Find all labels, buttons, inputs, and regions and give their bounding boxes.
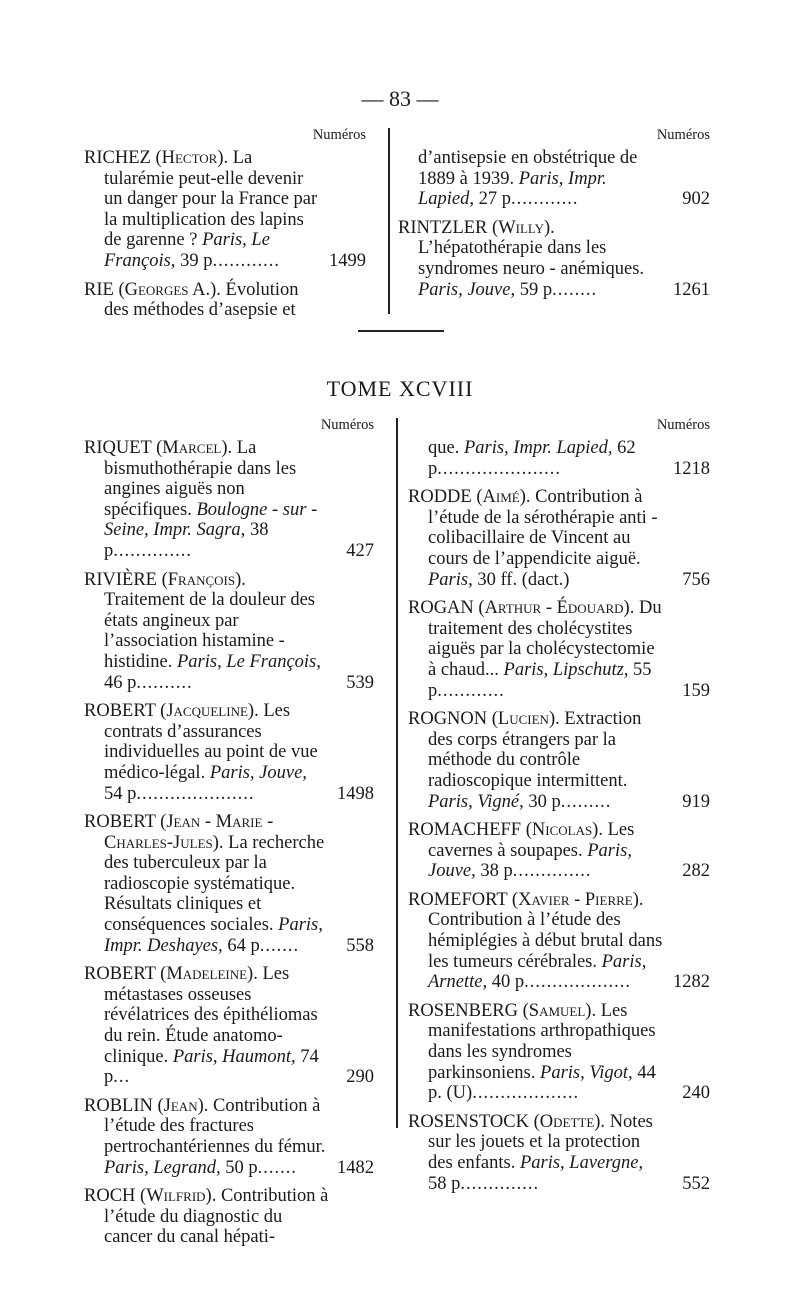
entry-publisher: Paris, Jouve, <box>418 279 516 300</box>
entry-number: 240 <box>682 1083 710 1104</box>
bibliography-entry <box>84 280 366 321</box>
entry-author-given-name: (Odette). <box>533 1111 606 1132</box>
entry-pages: 30 ff. (dact.) <box>477 569 570 590</box>
entry-publisher: Paris, Arnette, <box>428 951 647 993</box>
bottom-right-column <box>408 416 710 1202</box>
section-divider <box>358 330 444 332</box>
entry-pages: 74 p <box>104 1046 319 1088</box>
entry-number: 756 <box>682 569 710 590</box>
column-divider-top <box>388 128 390 314</box>
entry-author-given-name: (Jean). <box>157 1095 209 1116</box>
entry-author: ROGAN <box>408 598 474 619</box>
bibliography-entry <box>84 812 374 956</box>
entry-author-given-name: (Lucien). <box>491 709 560 730</box>
bibliography-entry <box>84 148 366 272</box>
entry-author: ROBERT <box>84 701 156 722</box>
entry-pages: 44 p. (U) <box>428 1062 656 1104</box>
entry-publisher: Paris, Jouve, <box>428 840 632 882</box>
entry-pages: 38 p <box>480 861 513 882</box>
entry-author-given-name: (Willy). <box>492 217 555 238</box>
leader-dots: .............. <box>460 1173 540 1194</box>
entry-author: ROSENSTOCK <box>408 1111 529 1132</box>
entry-title: Notes sur les jouets et la protection des enfants. <box>428 1111 653 1173</box>
bibliography-entry <box>408 598 710 701</box>
bibliography-entry <box>84 438 374 562</box>
entry-author: ROBERT <box>84 812 156 833</box>
leader-dots: .............. <box>113 540 192 561</box>
column-header: Numéros <box>320 417 374 433</box>
entry-author-given-name: (Nicolas). <box>525 820 603 841</box>
entry-number: 1499 <box>329 250 366 271</box>
entry-publisher: Paris, Le François, <box>176 651 321 672</box>
entry-title: La tularémie peut-elle devenir un danger pour la France par la multiplication des lapins de garenne ? <box>104 148 318 251</box>
entry-author-given-name: (Hector). <box>155 148 229 168</box>
entry-publisher: Paris, Legrand, <box>104 1157 221 1178</box>
entry-publisher: Paris, Haumont, <box>172 1046 296 1067</box>
entry-author: ROBERT <box>84 964 156 985</box>
entry-author: RIVIÈRE <box>84 569 157 590</box>
entry-title: Les métastases osseuses révélatrices des épithéliomas du rein. Étude anatomo-clinique. <box>104 964 318 1067</box>
entry-author-given-name: (Jean - Marie - Charles-Jules). <box>104 812 274 853</box>
leader-dots: ......... <box>560 791 612 812</box>
entry-title: Du traitement des cholécystites aiguës par la cholécystectomie à chaud... <box>428 598 662 680</box>
entry-author-given-name: (Aimé). <box>476 487 531 508</box>
entry-author: RODDE <box>408 487 472 508</box>
column-header: Numéros <box>312 127 366 143</box>
entry-pages: 55 p <box>428 659 652 701</box>
entry-title: L’hépatothérapie dans les syndromes neuro - anémiques. <box>418 238 645 279</box>
entry-author: ROMEFORT <box>408 889 508 910</box>
leader-dots: ... <box>113 1067 131 1088</box>
bibliography-entry <box>398 148 710 210</box>
entry-publisher: Paris, Le François, <box>104 230 270 271</box>
entry-number: 159 <box>682 680 710 701</box>
entry-pages: 62 p <box>428 438 636 479</box>
entry-pages: 39 p <box>180 250 213 271</box>
entry-author: RINTZLER <box>398 217 488 238</box>
bibliography-entry <box>84 1186 374 1248</box>
top-left-column <box>84 126 366 329</box>
column-divider-bottom <box>396 418 398 1128</box>
entry-title: La bismuthothérapie dans les angines aiguës non spécifiques. <box>104 438 297 520</box>
bibliography-entry <box>408 890 710 993</box>
entry-author: ROBLIN <box>84 1095 153 1116</box>
entry-number: 1261 <box>673 279 710 300</box>
entry-author-given-name: (Samuel). <box>522 1000 597 1021</box>
leader-dots: ............ <box>212 250 280 271</box>
entry-number: 1498 <box>337 783 374 804</box>
entry-publisher: Paris, <box>428 569 473 590</box>
entry-author-given-name: (Marcel). <box>156 438 233 458</box>
entry-author-given-name: (Madeleine). <box>160 964 258 985</box>
entry-number: 1282 <box>673 972 710 993</box>
entry-pages: 30 p <box>528 791 561 812</box>
bibliography-entry <box>84 1096 374 1178</box>
leader-dots: ....... <box>257 1157 298 1178</box>
entry-author-given-name: (Wilfrid). <box>140 1186 217 1207</box>
entry-pages: 38 p <box>104 520 269 561</box>
entry-author-given-name: (Xavier - Pierre). <box>511 889 644 910</box>
entry-title: Extraction des corps étrangers par la méthode du contrôle radioscopique intermittent. <box>428 709 642 791</box>
page-number: — 83 — <box>361 86 439 111</box>
entry-author-given-name: (Georges A.). <box>118 279 221 300</box>
bibliography-entry <box>84 701 374 804</box>
entry-publisher: Paris, Impr. Lapied, <box>418 168 607 210</box>
column-header: Numéros <box>656 127 710 143</box>
leader-dots: ................... <box>524 972 631 993</box>
entry-title: Contribution à l’étude des fractures pertrochantériennes du fémur. <box>104 1095 326 1157</box>
entry-title: La recherche des tuberculeux par la radioscopie systématique. Résultats cliniques et conséquences sociales. <box>104 832 325 936</box>
leader-dots: ..................... <box>136 783 255 804</box>
top-right-column <box>398 126 710 308</box>
entry-author: ROMACHEFF <box>408 820 522 841</box>
bibliography-entry <box>408 1112 710 1194</box>
entry-publisher: Paris, Impr. Deshayes, <box>104 915 323 956</box>
entry-pages: 46 p <box>104 672 137 693</box>
entry-title: d’antisepsie en obstétrique de 1889 à 1939. <box>418 148 638 189</box>
entry-title: Contribution à l’étude de la sérothérapie anti - colibacillaire de Vincent au cours de l’appendicite aiguë. <box>428 487 658 569</box>
entry-publisher: Paris, Lavergne, <box>519 1153 644 1173</box>
entry-number: 1482 <box>337 1157 374 1178</box>
entry-title: Les contrats d’assurances individuelles au point de vue médico-légal. <box>104 701 318 783</box>
entry-author: RIQUET <box>84 438 152 458</box>
leader-dots: ...................... <box>437 458 561 479</box>
entry-author: ROGNON <box>408 709 488 730</box>
entry-publisher: Paris, Jouve, <box>209 762 307 783</box>
bibliography-entry <box>84 570 374 694</box>
leader-dots: ................... <box>472 1083 580 1104</box>
entry-publisher: Paris, Vigot, <box>540 1062 633 1083</box>
entry-author: ROCH <box>84 1186 136 1207</box>
entry-number: 558 <box>346 935 374 956</box>
entry-number: 902 <box>682 189 710 210</box>
leader-dots: ........ <box>552 279 598 300</box>
bibliography-entry <box>408 1001 710 1104</box>
entry-title: Traitement de la douleur des états angineux par l’association histamine - histidine. <box>104 590 315 672</box>
entry-pages: 50 p <box>225 1157 258 1178</box>
leader-dots: ............ <box>511 189 579 210</box>
entry-author-given-name: (Jacqueline). <box>160 701 259 722</box>
entry-title: Contribution à l’étude du diagnostic du cancer du canal hépati- <box>104 1186 329 1248</box>
bibliography-entry <box>408 709 710 812</box>
entry-number: 427 <box>346 540 374 561</box>
entry-author-given-name: (Arthur - Édouard). <box>478 598 635 619</box>
entry-author: RICHEZ <box>84 148 151 168</box>
leader-dots: ............ <box>437 680 505 701</box>
entry-title: Contribution à l’étude des hémiplégies à début brutal dans les tumeurs cérébrales. <box>428 910 663 972</box>
entry-title: Évolution des méthodes d’asepsie et <box>104 279 299 321</box>
entry-author: ROSENBERG <box>408 1000 518 1021</box>
entry-number: 539 <box>346 672 374 693</box>
bibliography-entry <box>408 438 710 479</box>
entry-pages: 64 p <box>227 935 260 956</box>
entry-pages: 54 p <box>104 783 137 804</box>
bibliography-entry <box>398 218 710 300</box>
entry-number: 1218 <box>673 458 710 479</box>
tome-title: TOME XCVIII <box>326 376 474 401</box>
bibliography-entry <box>408 487 710 590</box>
entry-number: 290 <box>346 1067 374 1088</box>
entry-publisher: Paris, Lipschutz, <box>503 659 629 680</box>
column-header: Numéros <box>656 417 710 433</box>
entry-publisher: Paris, Vigné, <box>428 791 524 812</box>
entry-author-given-name: (François). <box>161 569 246 590</box>
entry-title: Les manifestations arthropathiques dans les syndromes parkinsoniens. <box>428 1000 656 1083</box>
entry-publisher: Boulogne - sur - Seine, Impr. Sagra, <box>104 499 318 541</box>
entry-pages: 27 p <box>478 189 512 210</box>
entry-author: RIE <box>84 279 114 300</box>
entry-pages: 58 p <box>428 1173 461 1194</box>
bibliography-entry <box>84 964 374 1088</box>
entry-title: que. <box>428 438 460 458</box>
leader-dots: .......... <box>136 672 193 693</box>
entry-publisher: Paris, Impr. Lapied, <box>463 438 613 458</box>
leader-dots: .............. <box>512 861 592 882</box>
bibliography-entry <box>408 820 710 882</box>
entry-number: 552 <box>682 1173 710 1194</box>
entry-number: 919 <box>682 791 710 812</box>
entry-number: 282 <box>682 861 710 882</box>
entry-title: Les cavernes à soupapes. <box>428 820 635 861</box>
leader-dots: ....... <box>259 935 300 956</box>
entry-pages: 40 p <box>491 972 525 993</box>
bottom-left-column <box>84 416 374 1256</box>
entry-pages: 59 p <box>519 279 553 300</box>
